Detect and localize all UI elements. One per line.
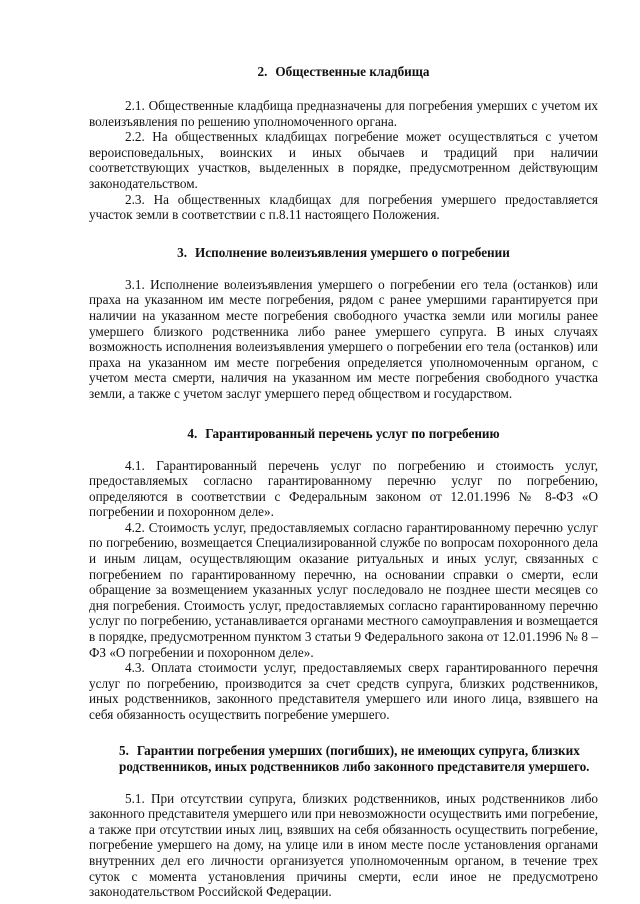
section-heading: [89, 245, 598, 261]
document-page: [89, 60, 598, 900]
section-title: Гарантии погребения умерших (погибших), не имеющих супруга, близких родственников, иных родственников либо законного представителя умершего.: [119, 742, 590, 774]
section-number: 4.: [187, 425, 198, 441]
section-2: [89, 64, 598, 223]
section-number: 2.: [257, 64, 268, 79]
paragraph: 2.3. На общественных кладбищах для погребения умершего предоставляется участок земли в соответствии с п.8.11 настоящего Положения.: [89, 191, 598, 223]
paragraph: 4.3. Оплата стоимости услуг, предоставляемых сверх гарантированного перечня услуг по погребению, производится за счет средств супруга, близких родственников, иных родственников, законного представителя умершего или иного лица, взявшего на себя обязанность осуществить погребение умершего.: [89, 660, 598, 722]
paragraph: 4.1. Гарантированный перечень услуг по погребению и стоимость услуг, предоставляемых согласно гарантированному перечню услуг по погребению, определяются в соответствии с Федеральным законом от 12.01.1996 № 8-ФЗ «О погребении и похоронном деле».: [89, 457, 598, 520]
paragraph: 5.1. При отсутствии супруга, близких родственников, иных родственников либо законного представителя умершего или при невозможности осуществить ими погребение, а также при отсутствии иных лиц, взявших на себя обязанность осуществить погребение, погребение умершего на дому, на улице или в ином месте после установления органами внутренних дел его личности организуется уполномоченным органом, в течение трех суток с момента установления причины смерти, если иное не предусмотрено законодательством Российской Федерации.: [89, 790, 598, 900]
section-title: Общественные кладбища: [275, 64, 430, 79]
section-heading: [89, 743, 598, 775]
paragraph: 2.2. На общественных кладбищах погребение может осуществляться с учетом вероисповедальных, воинских и иных обычаев и традиций при наличии соответствующих участков, выделенных в порядке, предусмотренном действующим законодательством.: [89, 129, 598, 191]
section-number: 3.: [177, 244, 188, 260]
section-heading: [89, 64, 598, 80]
section-3: [89, 245, 598, 402]
section-number: 5.: [119, 742, 129, 758]
section-heading: [89, 426, 598, 442]
section-title: Исполнение волеизъявления умершего о погребении: [195, 244, 510, 260]
paragraph: 2.1. Общественные кладбища предназначены для погребения умерших с учетом их волеизъявления по решению уполномоченного органа.: [89, 98, 598, 129]
section-4: [89, 426, 598, 723]
paragraph: 4.2. Стоимость услуг, предоставляемых согласно гарантированному перечню услуг по погребению, возмещается Специализированной службе по вопросам похоронного дела и иным лицам, осуществляющим оказание ритуальных и иных услуг, связанных с погребением по гарантированному перечню, на основании справки о смерти, если обращение за возмещением указанных услуг последовало не позднее шести месяцев со дня погребения. Стоимость услуг, предоставляемых согласно гарантированному перечню услуг по погребению, устанавливается органами местного самоуправления и возмещается в порядке, предусмотренном пунктом 3 статьи 9 Федерального закона от 12.01.1996 № 8 – ФЗ «О погребении и похоронном деле».: [89, 519, 598, 660]
section-title: Гарантированный перечень услуг по погребению: [205, 425, 500, 441]
paragraph: 3.1. Исполнение волеизъявления умершего о погребении его тела (останков) или праха на указанном им месте погребения, рядом с ранее умершими гарантируется при наличии на указанном месте погребения свободного участка земли или могилы ранее умершего близкого родственника либо ранее умершего супруга. В иных случаях возможность исполнения волеизъявления умершего о погребении его тела (останков) или праха на указанном им месте погребения определяется уполномоченным органом, с учетом места смерти, наличия на указанном им месте погребения свободного участка земли, а также с учетом заслуг умершего перед обществом и государством.: [89, 276, 598, 401]
section-5: [89, 743, 598, 900]
